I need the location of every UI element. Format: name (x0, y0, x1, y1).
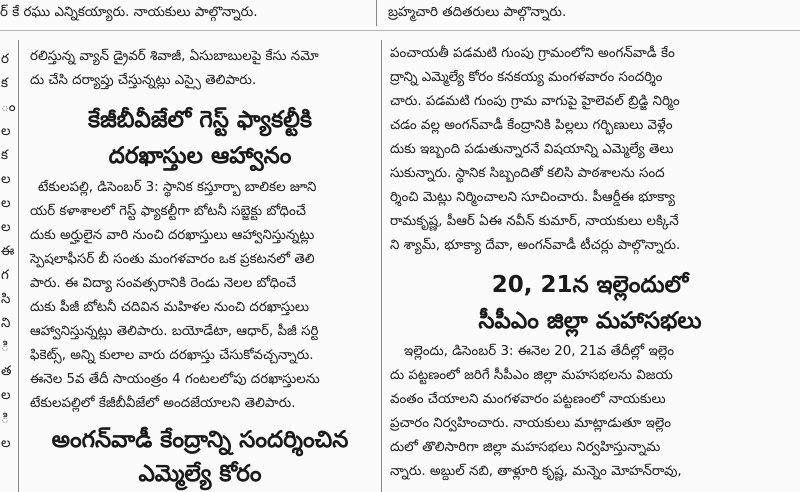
article-line: యర్ కళాశాలలో గెస్ట్ ఫ్యాకల్టీగా బోటనీ సబ్జెక్టు బోధించే (30, 204, 306, 219)
article-line: న్నారు. అబ్దుల్ నబి, తాళ్లూరి కృష్ణ, మన్నెం మోహన్‌రావు, (390, 464, 682, 479)
headline-anganwadi-1: అంగన్‌వాడీ కేంద్రాన్ని సందర్శించిన (51, 427, 349, 453)
article-line: స్పెషలాఫీసర్ బీ సంతు మంగళవారం ఒక ప్రకటనలో తెలి (30, 252, 315, 267)
headline-guest-faculty-1: కేజీబీవీజేలో గెస్ట్ ఫ్యాకల్టీకి (87, 107, 313, 133)
margin-fragment: ని (1, 316, 11, 331)
headline-cpm-2: సీపీఎం జిల్లా మహాసభలు (478, 308, 702, 334)
margin-fragment: ం (1, 100, 16, 115)
article-line: సుకున్నారు. స్థానిక సిబ్బందితో కలిసి పాఠశాలను సంద (390, 166, 665, 181)
margin-fragment: ల (1, 172, 11, 187)
top-right-line: బ్రహ్మచారి తదితరులు పాల్గొన్నారు. (388, 5, 567, 20)
article-line: ని శ్యామ్, భూక్యా దేవా, అంగన్‌వాడీ టీచర్లు పాల్గొన్నారు. (390, 238, 681, 253)
article-line: రలిస్తున్న వ్యాన్ డ్రైవర్ శివాజీ, ఏసుబాబులపై కేసు నమో (30, 49, 319, 64)
margin-fragment: గ (1, 268, 9, 283)
margin-fragment: ల (1, 124, 11, 139)
article-line: ప్రచారం నిర్వహించారు. నాయకులు మాట్లాడుతూ ఇల్లెం (390, 416, 671, 431)
article-line: చారు. పడమటి గుంపు గ్రామ వాగుపై హైలెవల్ బ్రిడ్జి నిర్మిం (390, 94, 680, 109)
article-line: దుకు ఇబ్బంది పడుతున్నారనే విషయాన్ని ఎమ్మెల్యే తెలు (390, 142, 674, 157)
article-line: వంతం చేయాలని మంగళవారం పట్టణంలో నాయకులు (390, 392, 666, 407)
article-line: దు చేసి దర్యాప్తు చేస్తున్నట్లు ఎస్సై తెలిపారు. (30, 73, 257, 88)
article-line: పంచాయతీ పడమటి గుంపు గ్రామంలోని అంగన్‌వాడీ కేం (390, 46, 675, 61)
article-line: ఈనెల 5వ తేదీ సాయంత్రం 4 గంటలలోపు దరఖాస్తులను (30, 372, 320, 387)
margin-fragment: క (1, 76, 8, 91)
headline-cpm-1: 20, 21న ఇల్లెందులో (491, 272, 689, 298)
margin-fragment: ి (1, 340, 9, 355)
headline-guest-faculty-2: దరఖాస్తుల ఆహ్వానం (108, 143, 292, 169)
article-line: దు పట్టణంలో జరిగే సీపీఎం జిల్లా మహసభలను విజయ (390, 368, 673, 383)
margin-fragment: ల (1, 220, 11, 235)
margin-fragment: క (1, 148, 8, 163)
left-article-column (24, 40, 376, 492)
article-line: ఫికెట్స్, అన్ని కులాల వారు దరఖాస్తు చేసుకోవచ్చన్నారు. (30, 348, 314, 363)
margin-fragment: ల (1, 436, 11, 451)
article-line: ఇల్లెందు, డిసెంబర్ 3: ఈనెల 20, 21వ తేదీల్లో ఇల్లెం (404, 344, 674, 359)
top-left-line: ర్ కే రఘు ఎన్నికయ్యారు. నాయకులు పాల్గొన్నారు. (0, 5, 258, 20)
article-line: పారు. ఈ విద్యా సంవత్సరానికి రెండు నెలల బోధించే (30, 276, 297, 291)
margin-fragment: ర (1, 52, 9, 67)
margin-fragment: ల (1, 196, 11, 211)
article-line: దుకు పీజీ బోటనీ చదివిన మహిళల నుంచి దరఖాస్తులు (30, 300, 309, 315)
article-line: ర్శించి మెట్లు నిర్మించాలని సూచించారు. పీఆర్డీఈ భూక్యా (390, 190, 676, 205)
margin-fragment: సి (1, 292, 11, 307)
top-column-divider (376, 0, 377, 26)
margin-fragment: త (1, 364, 12, 379)
article-line: దుకు అర్హులైన వారి నుంచి దరఖాస్తులు ఆహ్వానిస్తున్నట్లు (30, 228, 315, 243)
left-margin-divider (18, 40, 19, 492)
article-line: ద్రాన్ని ఎమ్మెల్యే కోరం కనకయ్య మంగళవారం సందర్శిం (390, 70, 663, 85)
headline-anganwadi-2: ఎమ్మెల్యే కోరం (138, 461, 262, 487)
margin-fragment: ఈ (1, 244, 15, 259)
article-line: టేకులపల్లిలో కేజీబీవీజేలో అందజేయాలని తెలిపారు. (30, 396, 296, 411)
margin-fragment: ల (1, 388, 11, 403)
article-line: రామకృష్ణ, పీఆర్ ఏఈ నవీన్ కుమార్, నాయకులు లక్కినే (390, 214, 679, 229)
top-left-fragment (0, 0, 330, 28)
article-line: టేకులపల్లి, డిసెంబర్ 3: స్థానిక కస్తూర్బా బాలికల జూని (38, 180, 317, 195)
top-right-fragment (386, 0, 800, 28)
right-article-column (388, 40, 800, 492)
article-line: చడం వల్ల అంగన్‌వాడీ కేంద్రానికి పిల్లలు గర్భిణులు వెళ్లేం (390, 118, 673, 133)
margin-fragment: ి (1, 412, 9, 427)
center-column-divider (381, 40, 382, 492)
article-line: దులో తొలిసారిగా జిల్లా మహసభలు నిర్వహిస్తున్నామ (390, 440, 661, 455)
left-margin-column (0, 40, 16, 492)
article-line: ఆహ్వానిస్తున్నట్లు తెలిపారు. బయోడేటా, ఆధార్, పీజీ సర్టి (30, 324, 319, 339)
top-section-rule (0, 30, 800, 31)
